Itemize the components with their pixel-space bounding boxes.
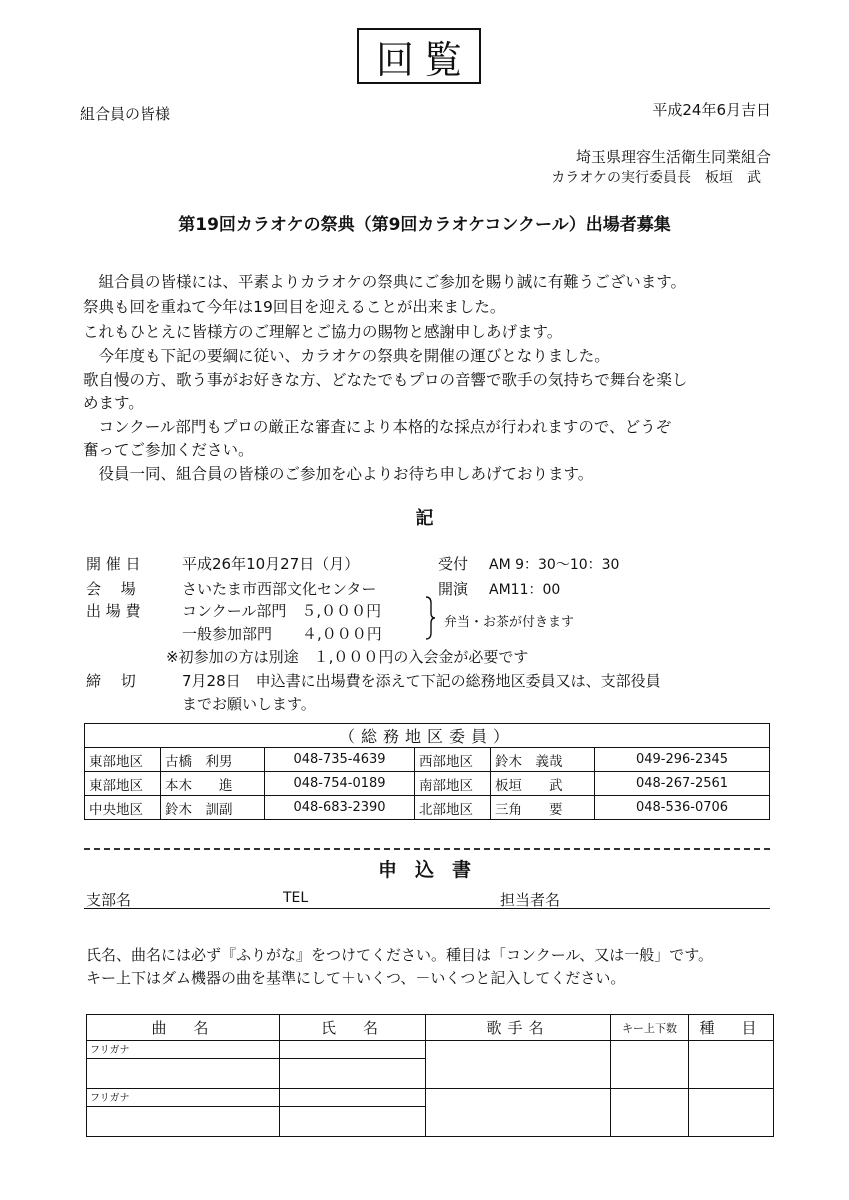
issue-date: 平成24年6月吉日 bbox=[652, 101, 771, 119]
officers-table bbox=[84, 723, 770, 820]
ki-heading: 記 bbox=[415, 508, 434, 529]
phone-cell: 048-754-0189 bbox=[265, 772, 415, 796]
deadline-value: 7月28日 申込書に出場費を添えて下記の総務地区委員又は、支部役員 bbox=[182, 672, 661, 690]
category-cell[interactable] bbox=[689, 1089, 774, 1137]
reception-value: AM 9：30〜10：30 bbox=[489, 557, 620, 573]
district-cell: 南部地区 bbox=[415, 772, 491, 796]
phone-cell: 048-267-2561 bbox=[595, 772, 770, 796]
reception-label: 受付 bbox=[438, 555, 469, 573]
key-cell[interactable] bbox=[611, 1041, 689, 1089]
name-column-header: 氏 名 bbox=[280, 1015, 426, 1041]
phone-cell: 048-536-0706 bbox=[595, 796, 770, 820]
body-line: 祭典も回を重ねて今年は19回目を迎えることが出来ました。 bbox=[83, 298, 506, 316]
form-heading: 申込書 bbox=[377, 859, 489, 881]
key-cell[interactable] bbox=[611, 1089, 689, 1137]
body-line: 役員一同、組合員の皆様のご参加を心よりお待ち申しあげております。 bbox=[83, 465, 594, 483]
furigana-cell[interactable] bbox=[280, 1041, 426, 1059]
date-value: 平成26年10月27日（月） bbox=[182, 555, 360, 573]
district-cell: 中央地区 bbox=[85, 796, 161, 820]
form-note: キー上下はダム機器の曲を基準にして＋いくつ、－いくつと記入してください。 bbox=[86, 969, 626, 987]
officer-name-cell: 本木 進 bbox=[161, 772, 265, 796]
body-line: 歌自慢の方、歌う事がお好きな方、どなたでもプロの音響で歌手の気持ちで舞台を楽し bbox=[83, 371, 688, 389]
furigana-label: フリガナ bbox=[87, 1041, 280, 1059]
table-row bbox=[85, 748, 770, 772]
form-field-line[interactable] bbox=[84, 908, 770, 909]
officer-name-cell: 板垣 武 bbox=[491, 772, 595, 796]
form-note: 氏名、曲名には必ず『ふりがな』をつけてください。種目は「コンクール、又は一般」です。 bbox=[86, 946, 714, 964]
fee-contest: コンクール部門 ５,０００円 bbox=[182, 602, 382, 620]
district-cell: 東部地区 bbox=[85, 748, 161, 772]
singer-cell[interactable] bbox=[426, 1041, 611, 1089]
singer-cell[interactable] bbox=[426, 1089, 611, 1137]
singer-column-header: 歌手名 bbox=[426, 1015, 611, 1041]
name-cell[interactable] bbox=[280, 1107, 426, 1137]
fee-general: 一般参加部門 ４,０００円 bbox=[182, 625, 382, 643]
officers-heading: （総務地区委員） bbox=[85, 724, 770, 748]
body-line: 今年度も下記の要綱に従い、カラオケの祭典を開催の運びとなりました。 bbox=[83, 347, 610, 365]
body-line: これもひとえに皆様方のご理解とご協力の賜物と感謝申しあげます。 bbox=[83, 323, 563, 341]
deadline-value-cont: までお願いします。 bbox=[182, 695, 316, 713]
song-cell[interactable] bbox=[87, 1107, 280, 1137]
district-cell: 北部地区 bbox=[415, 796, 491, 820]
table-row[interactable] bbox=[87, 1089, 774, 1107]
body-line: めます。 bbox=[83, 394, 144, 412]
body-line: 組合員の皆様には、平素よりカラオケの祭典にご参加を賜り誠に有難うございます。 bbox=[83, 273, 686, 291]
officer-name-cell: 古橋 利男 bbox=[161, 748, 265, 772]
district-cell: 東部地区 bbox=[85, 772, 161, 796]
brace-icon bbox=[424, 596, 436, 640]
category-cell[interactable] bbox=[689, 1041, 774, 1089]
venue-value: さいたま市西部文化センター bbox=[182, 580, 377, 598]
sender: カラオケの実行委員長 板垣 武 bbox=[551, 170, 761, 186]
officer-name-cell: 鈴木 訓副 bbox=[161, 796, 265, 820]
body-line: 奮ってご参加ください。 bbox=[83, 441, 254, 459]
cut-line bbox=[84, 848, 770, 850]
body-line: コンクール部門もプロの厳正な審査により本格的な採点が行われますので、どうぞ bbox=[83, 418, 672, 436]
organization: 埼玉県理容生活衛生同業組合 bbox=[575, 148, 771, 166]
furigana-cell[interactable] bbox=[280, 1089, 426, 1107]
phone-cell: 049-296-2345 bbox=[595, 748, 770, 772]
page-title: 第19回カラオケの祭典（第9回カラオケコンクール）出場者募集 bbox=[178, 215, 671, 235]
circulation-stamp: 回覧 bbox=[357, 28, 481, 84]
fee-note: 弁当・お茶が付きます bbox=[444, 615, 575, 630]
phone-cell: 048-683-2390 bbox=[265, 796, 415, 820]
phone-cell: 048-735-4639 bbox=[265, 748, 415, 772]
entry-table bbox=[86, 1014, 774, 1137]
table-row bbox=[85, 772, 770, 796]
deadline-label: 締 切 bbox=[86, 672, 136, 690]
venue-label: 会 場 bbox=[86, 580, 136, 598]
first-time-note: ※初参加の方は別途 １,０００円の入会金が必要です bbox=[166, 648, 529, 666]
start-label: 開演 bbox=[438, 580, 469, 598]
branch-label: 支部名 bbox=[86, 891, 132, 909]
officer-name-cell: 三角 要 bbox=[491, 796, 595, 820]
key-column-header: キー上下数 bbox=[611, 1015, 689, 1041]
table-row bbox=[85, 796, 770, 820]
start-value: AM11：00 bbox=[489, 582, 561, 598]
contact-label: 担当者名 bbox=[500, 891, 561, 909]
furigana-label: フリガナ bbox=[87, 1089, 280, 1107]
song-column-header: 曲 名 bbox=[87, 1015, 280, 1041]
fee-label: 出 場 費 bbox=[86, 602, 141, 620]
song-cell[interactable] bbox=[87, 1059, 280, 1089]
addressee: 組合員の皆様 bbox=[80, 105, 171, 123]
officer-name-cell: 鈴木 義哉 bbox=[491, 748, 595, 772]
tel-label: TEL bbox=[283, 890, 309, 906]
category-column-header: 種 目 bbox=[689, 1015, 774, 1041]
name-cell[interactable] bbox=[280, 1059, 426, 1089]
table-row[interactable] bbox=[87, 1041, 774, 1059]
district-cell: 西部地区 bbox=[415, 748, 491, 772]
date-label: 開 催 日 bbox=[86, 555, 141, 573]
